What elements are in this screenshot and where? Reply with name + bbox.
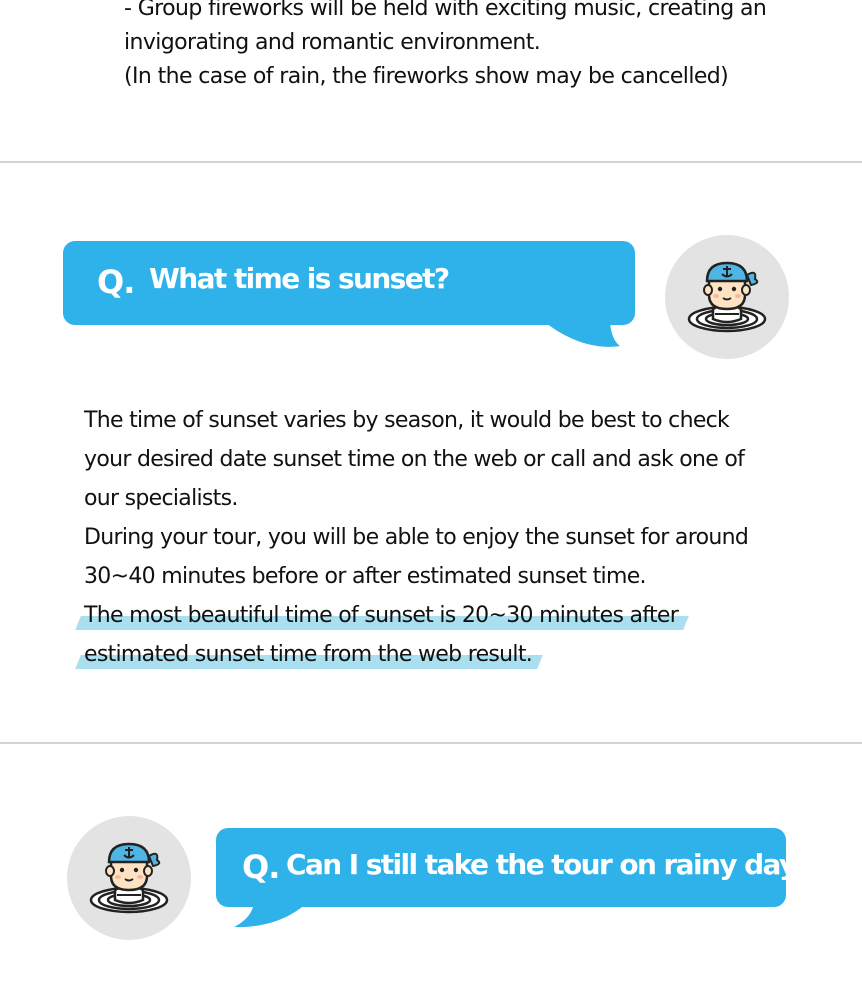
answer-line: our specialists. bbox=[84, 486, 238, 511]
answer-line: your desired date sunset time on the web or call and ask one of bbox=[84, 447, 745, 472]
answer-line: During your tour, you will be able to enjoy the sunset for around bbox=[84, 525, 749, 550]
section-divider bbox=[0, 161, 862, 163]
fireworks-description bbox=[124, 0, 844, 94]
highlight-line bbox=[84, 596, 804, 635]
sailor-avatar-icon bbox=[665, 235, 789, 359]
bubble-tail bbox=[540, 318, 622, 350]
question-bubble-sunset bbox=[63, 241, 635, 325]
intro-line: invigorating and romantic environment. bbox=[124, 30, 541, 55]
question-text: What time is sunset? bbox=[149, 262, 449, 295]
highlighted-text: estimated sunset time from the web result. bbox=[84, 635, 532, 674]
answer-sunset bbox=[84, 401, 804, 674]
highlight-line bbox=[84, 635, 804, 674]
intro-line: - Group fireworks will be held with exciting music, creating an bbox=[124, 0, 767, 21]
question-bubble-rainy bbox=[216, 828, 826, 907]
intro-line: (In the case of rain, the fireworks show may be cancelled) bbox=[124, 64, 729, 89]
sailor-avatar-icon bbox=[67, 816, 191, 940]
answer-line: The time of sunset varies by season, it would be best to check bbox=[84, 408, 730, 433]
section-divider bbox=[0, 742, 862, 744]
highlighted-text: The most beautiful time of sunset is 20~30 minutes after bbox=[84, 596, 678, 635]
question-text: Can I still take the tour on rainy days? bbox=[286, 848, 826, 881]
bubble-tail bbox=[232, 900, 312, 930]
q-mark: Q. bbox=[97, 263, 135, 301]
answer-line: 30~40 minutes before or after estimated sunset time. bbox=[84, 564, 646, 589]
q-mark: Q. bbox=[242, 848, 280, 886]
